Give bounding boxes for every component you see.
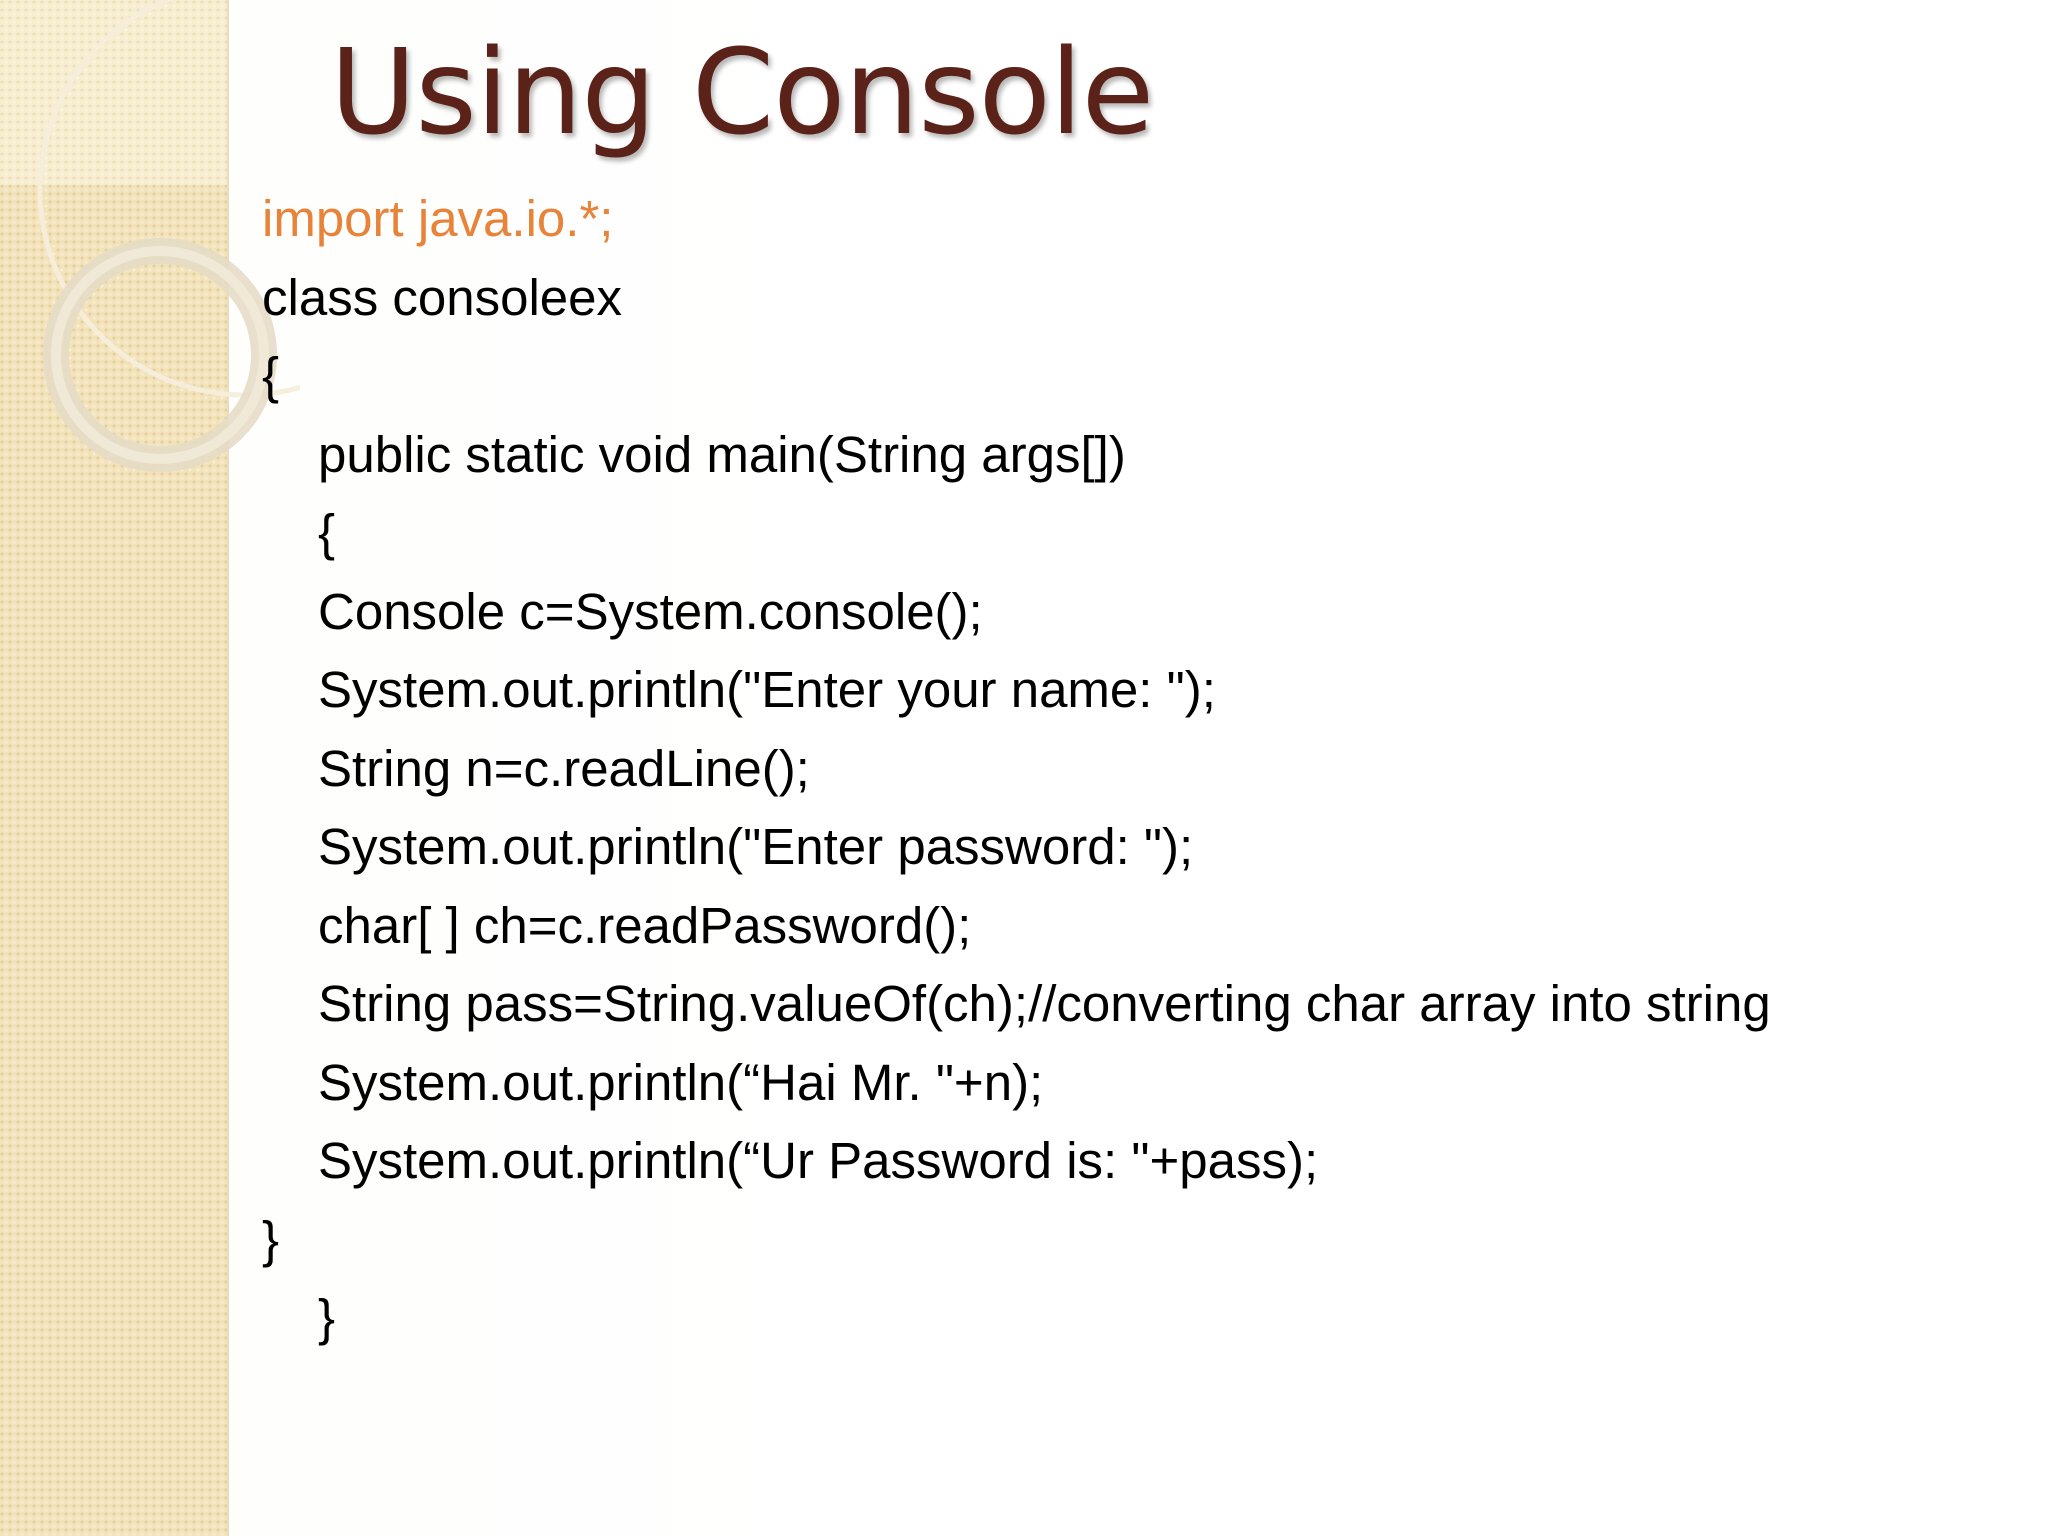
code-line: class consoleex	[262, 268, 623, 326]
code-line: }	[318, 1289, 336, 1346]
code-line: String n=c.readLine();	[318, 739, 810, 797]
slide-title: Using Console	[330, 23, 1154, 161]
code-line: {	[262, 347, 280, 404]
code-line: public static void main(String args[])	[318, 425, 1126, 483]
code-line: import java.io.*;	[262, 190, 614, 247]
code-line: }	[262, 1210, 280, 1268]
decorative-rings-icon	[0, 0, 300, 520]
code-line: char[ ] ch=c.readPassword();	[318, 896, 972, 954]
code-line: System.out.println(“Hai Mr. "+n);	[318, 1053, 1044, 1111]
code-line: String pass=String.valueOf(ch);//converting char array into string	[318, 975, 1771, 1032]
code-block	[262, 180, 1771, 1358]
code-line: {	[318, 504, 336, 561]
code-line: System.out.println("Enter password: ");	[318, 818, 1194, 875]
code-line: System.out.println("Enter your name: ");	[318, 661, 1216, 718]
code-line: Console c=System.console();	[318, 582, 983, 640]
code-line: System.out.println(“Ur Password is: "+pass);	[318, 1132, 1319, 1189]
